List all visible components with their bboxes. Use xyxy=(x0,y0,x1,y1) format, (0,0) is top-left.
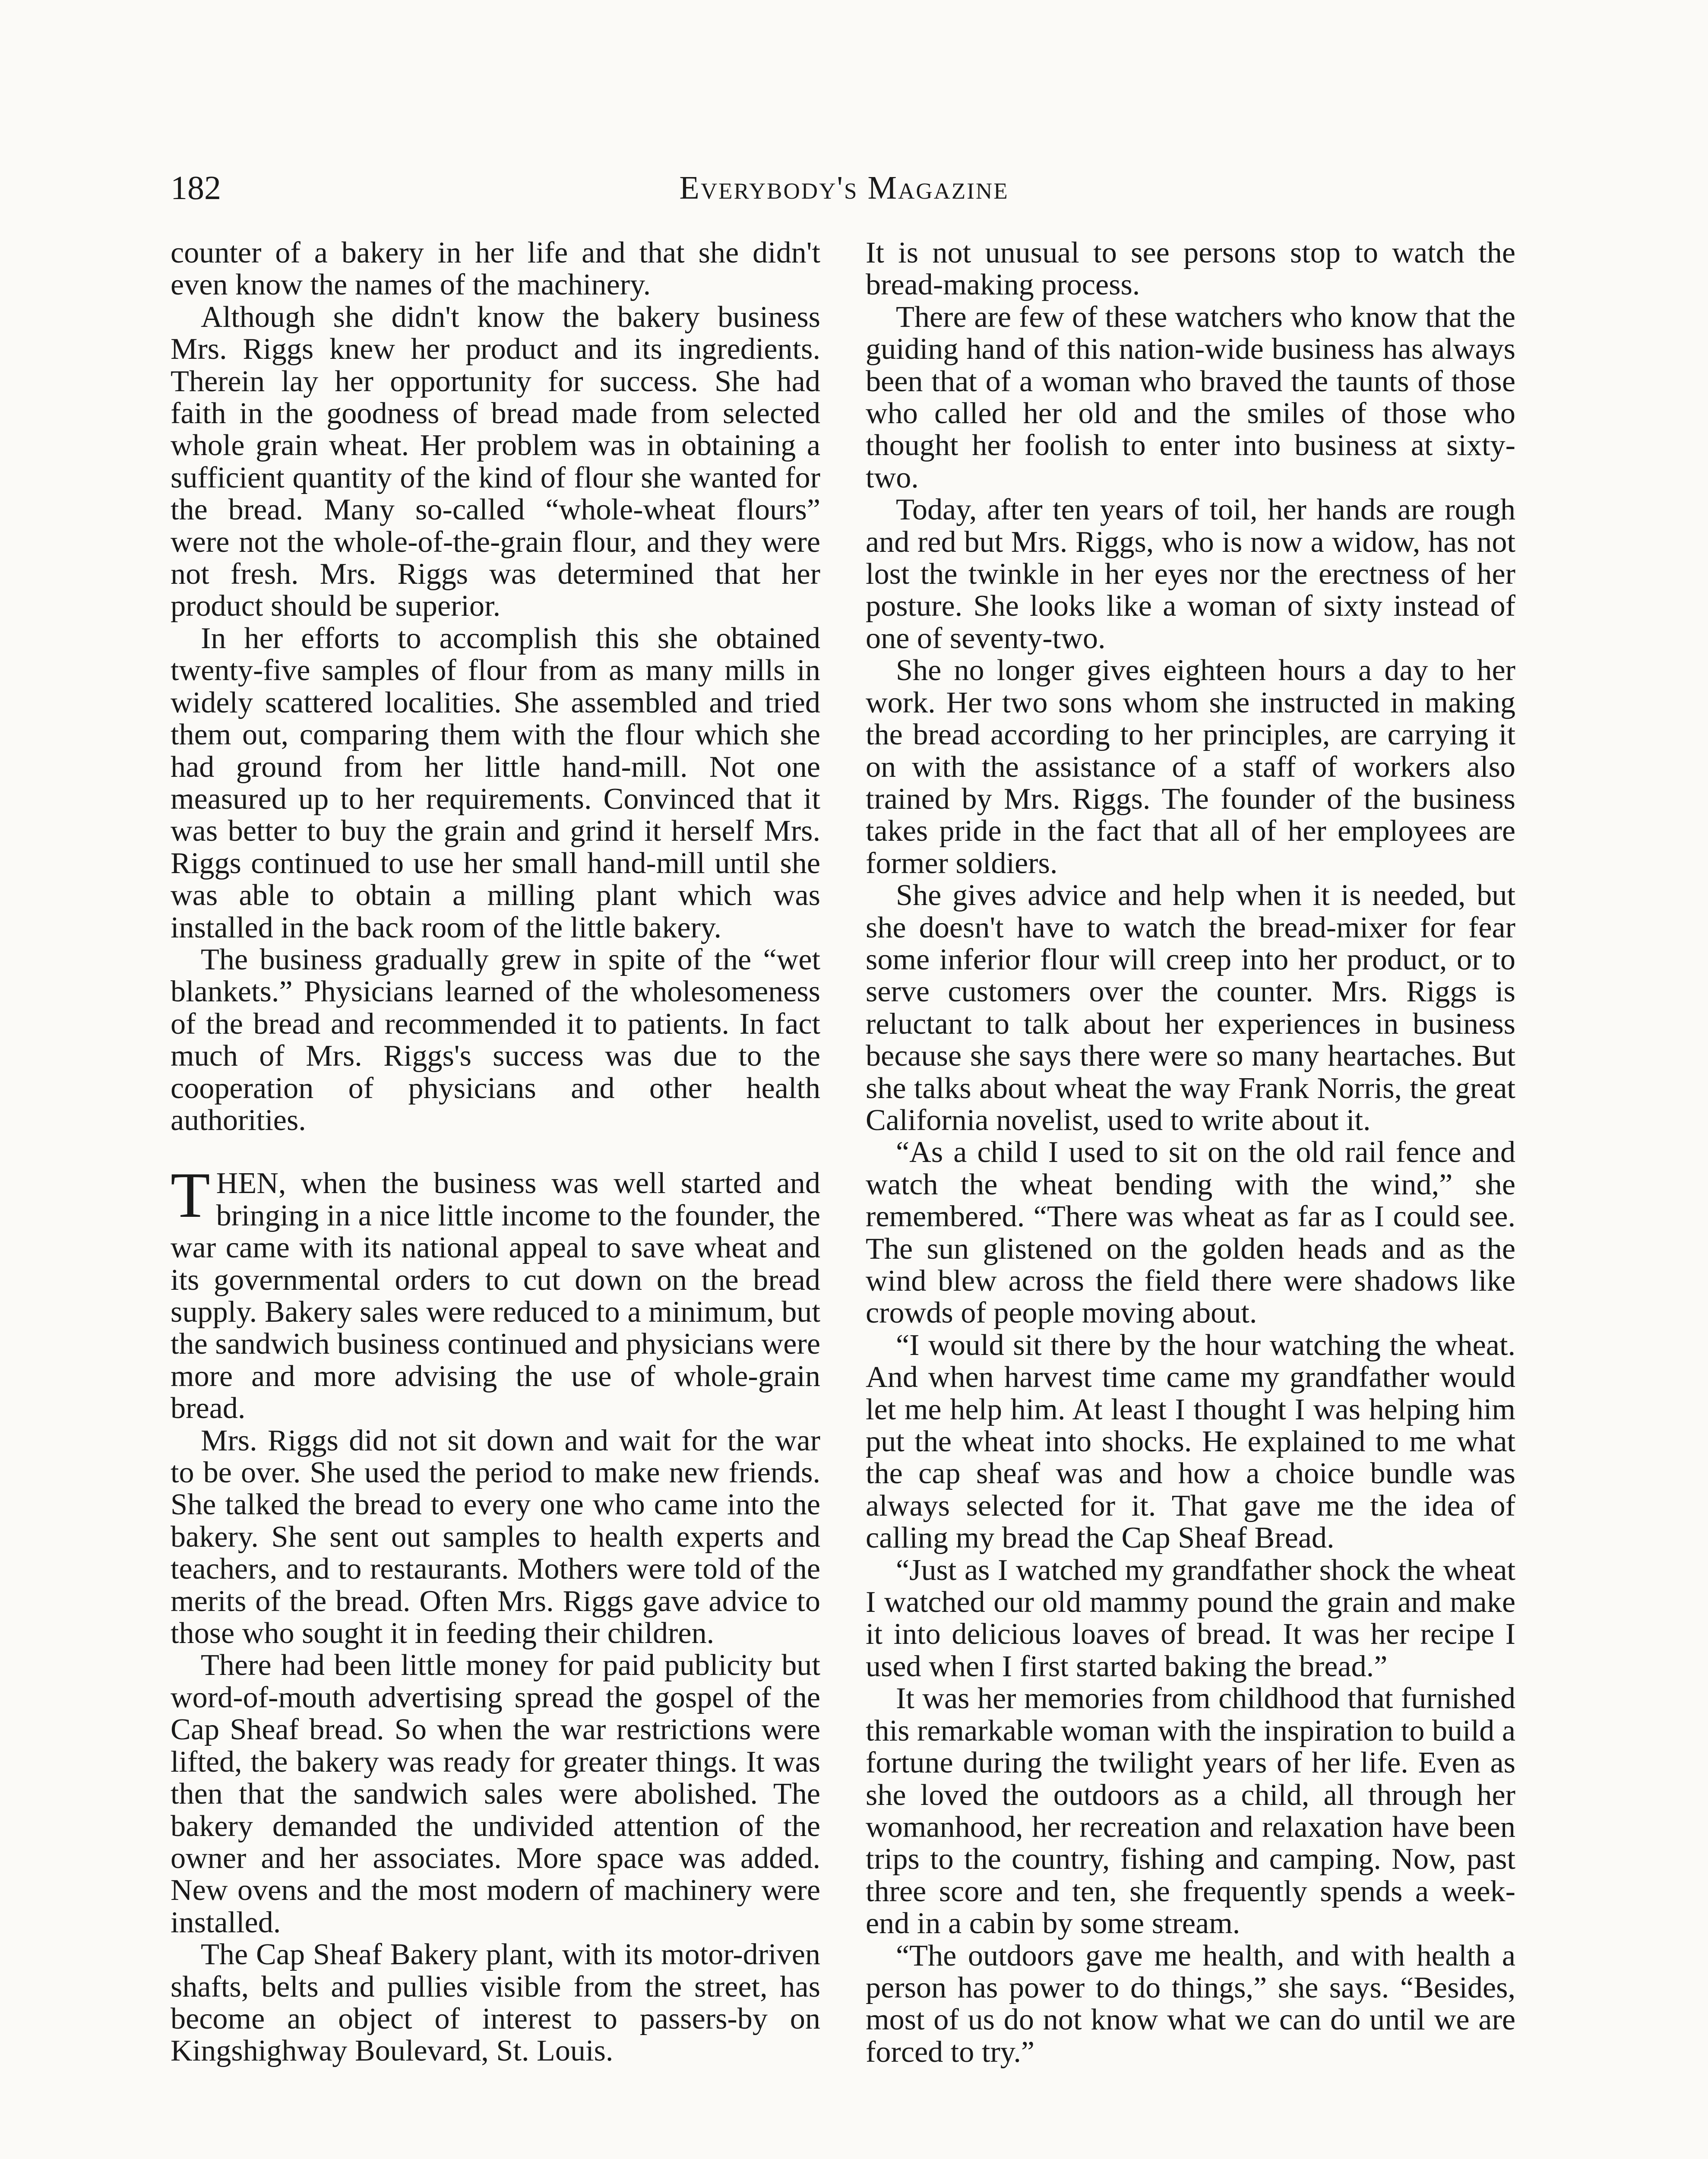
left-column xyxy=(171,237,820,2067)
paragraph: Today, after ten years of toil, her hands are rough and red but Mrs. Riggs, who is now a widow, has not lost the twinkle in her eyes nor the erectness of her posture. She looks like a woman of sixty instead of one of seventy-two. xyxy=(866,493,1515,655)
paragraph: Mrs. Riggs did not sit down and wait for the war to be over. She used the period to make new friends. She talked the bread to every one who came into the bakery. She sent out samples to health experts and teachers, and to restaurants. Mothers were told of the merits of the bread. Often Mrs. Riggs gave advice to those who sought it in feeding their children. xyxy=(171,1423,820,1650)
paragraph: “As a child I used to sit on the old rail fence and watch the wheat bending with the wind,” she remembered. “There was wheat as far as I could see. The sun glistened on the golden heads and as the wind blew across the field there were shadows like crowds of people moving about. xyxy=(866,1135,1515,1330)
paragraph: “I would sit there by the hour watching the wheat. And when harvest time came my grandfather would let me help him. At least I thought I was helping him put the wheat into shocks. He explained to me what the cap sheaf was and how a choice bundle was always selected for it. That gave me the idea of calling my bread the Cap Sheaf Bread. xyxy=(866,1328,1515,1555)
paragraph-text: HEN, when the business was well started and bringing in a nice little income to the founder, the war came with its national appeal to save wheat and its governmental orders to cut down on the bread supply. Bakery sales were reduced to a minimum, but the sandwich business continued and physicians were more and more advising the use of whole-grain bread. xyxy=(171,1166,820,1425)
paragraph: The business gradually grew in spite of the “wet blankets.” Physicians learned of the wholesomeness of the bread and recommended it to patients. In fact much of Mrs. Riggs's success was due to the cooperation of physicians and other health authorities. xyxy=(171,942,820,1137)
paragraph: She no longer gives eighteen hours a day to her work. Her two sons whom she instructed in making the bread according to her principles, are carrying it on with the assistance of a staff of workers also trained by Mrs. Riggs. The founder of the business takes pride in the fact that all of her employees are former soldiers. xyxy=(866,653,1515,880)
running-head: Everybody's Magazine xyxy=(679,170,1009,206)
section-start-paragraph xyxy=(171,1159,820,1425)
paragraph: In her efforts to accomplish this she obtained twenty-five samples of flour from as many mills in widely scattered localities. She assembled and tried them out, comparing them with the flour which she had ground from her little hand-mill. Not one measured up to her requirements. Convinced that it was better to buy the grain and grind it herself Mrs. Riggs continued to use her small hand-mill until she was able to obtain a milling plant which was installed in the back room of the little bakery. xyxy=(171,621,820,944)
paragraph: She gives advice and help when it is needed, but she doesn't have to watch the bread-mixer for fear some inferior flour will creep into her product, or to serve customers over the counter. Mrs. Riggs is reluctant to talk about her experiences in business because she says there were so many heartaches. But she talks about wheat the way Frank Norris, the great California novelist, used to write about it. xyxy=(866,878,1515,1137)
paragraph: It is not unusual to see persons stop to watch the bread-making process. xyxy=(866,236,1515,302)
paragraph: It was her memories from childhood that furnished this remarkable woman with the inspiration to build a fortune during the twilight years of her life. Even as she loved the outdoors as a child, all through her womanhood, her recreation and relaxation have been trips to the country, fishing and camping. Now, past three score and ten, she frequently spends a week-end in a cabin by some stream. xyxy=(866,1681,1515,1941)
paragraph: counter of a bakery in her life and that she didn't even know the names of the machinery. xyxy=(171,236,820,302)
page-header xyxy=(171,164,1518,212)
paragraph: The Cap Sheaf Bakery plant, with its motor-driven shafts, belts and pullies visible from the street, has become an object of interest to passers-by on Kingshighway Boulevard, St. Louis. xyxy=(171,1937,820,2068)
paragraph: There are few of these watchers who know that the guiding hand of this nation-wide business has always been that of a woman who braved the taunts of those who called her old and the smiles of those who thought her foolish to enter into business at sixty-two. xyxy=(866,300,1515,494)
paragraph: “Just as I watched my grandfather shock the wheat I watched our old mammy pound the grain and make it into delicious loaves of bread. It was her recipe I used when I first started baking the bread.” xyxy=(866,1553,1515,1683)
paragraph: There had been little money for paid publicity but word-of-mouth advertising spread the gospel of the Cap Sheaf bread. So when the war restrictions were lifted, the bakery was ready for greater things. It was then that the sandwich sales were abolished. The bakery demanded the undivided attention of the owner and her associates. More space was added. New ovens and the most modern of machinery were installed. xyxy=(171,1648,820,1939)
right-column xyxy=(866,237,1515,2068)
drop-cap: T xyxy=(171,1159,210,1231)
page-number: 182 xyxy=(171,169,221,206)
paragraph: Although she didn't know the bakery business Mrs. Riggs knew her product and its ingredients. Therein lay her opportunity for success. She had faith in the goodness of bread made from selected whole grain wheat. Her problem was in obtaining a sufficient quantity of the kind of flour she wanted for the bread. Many so-called “whole-wheat flours” were not the whole-of-the-grain flour, and they were not fresh. Mrs. Riggs was determined that her product should be superior. xyxy=(171,300,820,623)
paragraph: “The outdoors gave me health, and with health a person has power to do things,” she says. “Besides, most of us do not know what we can do until we are forced to try.” xyxy=(866,1938,1515,2069)
